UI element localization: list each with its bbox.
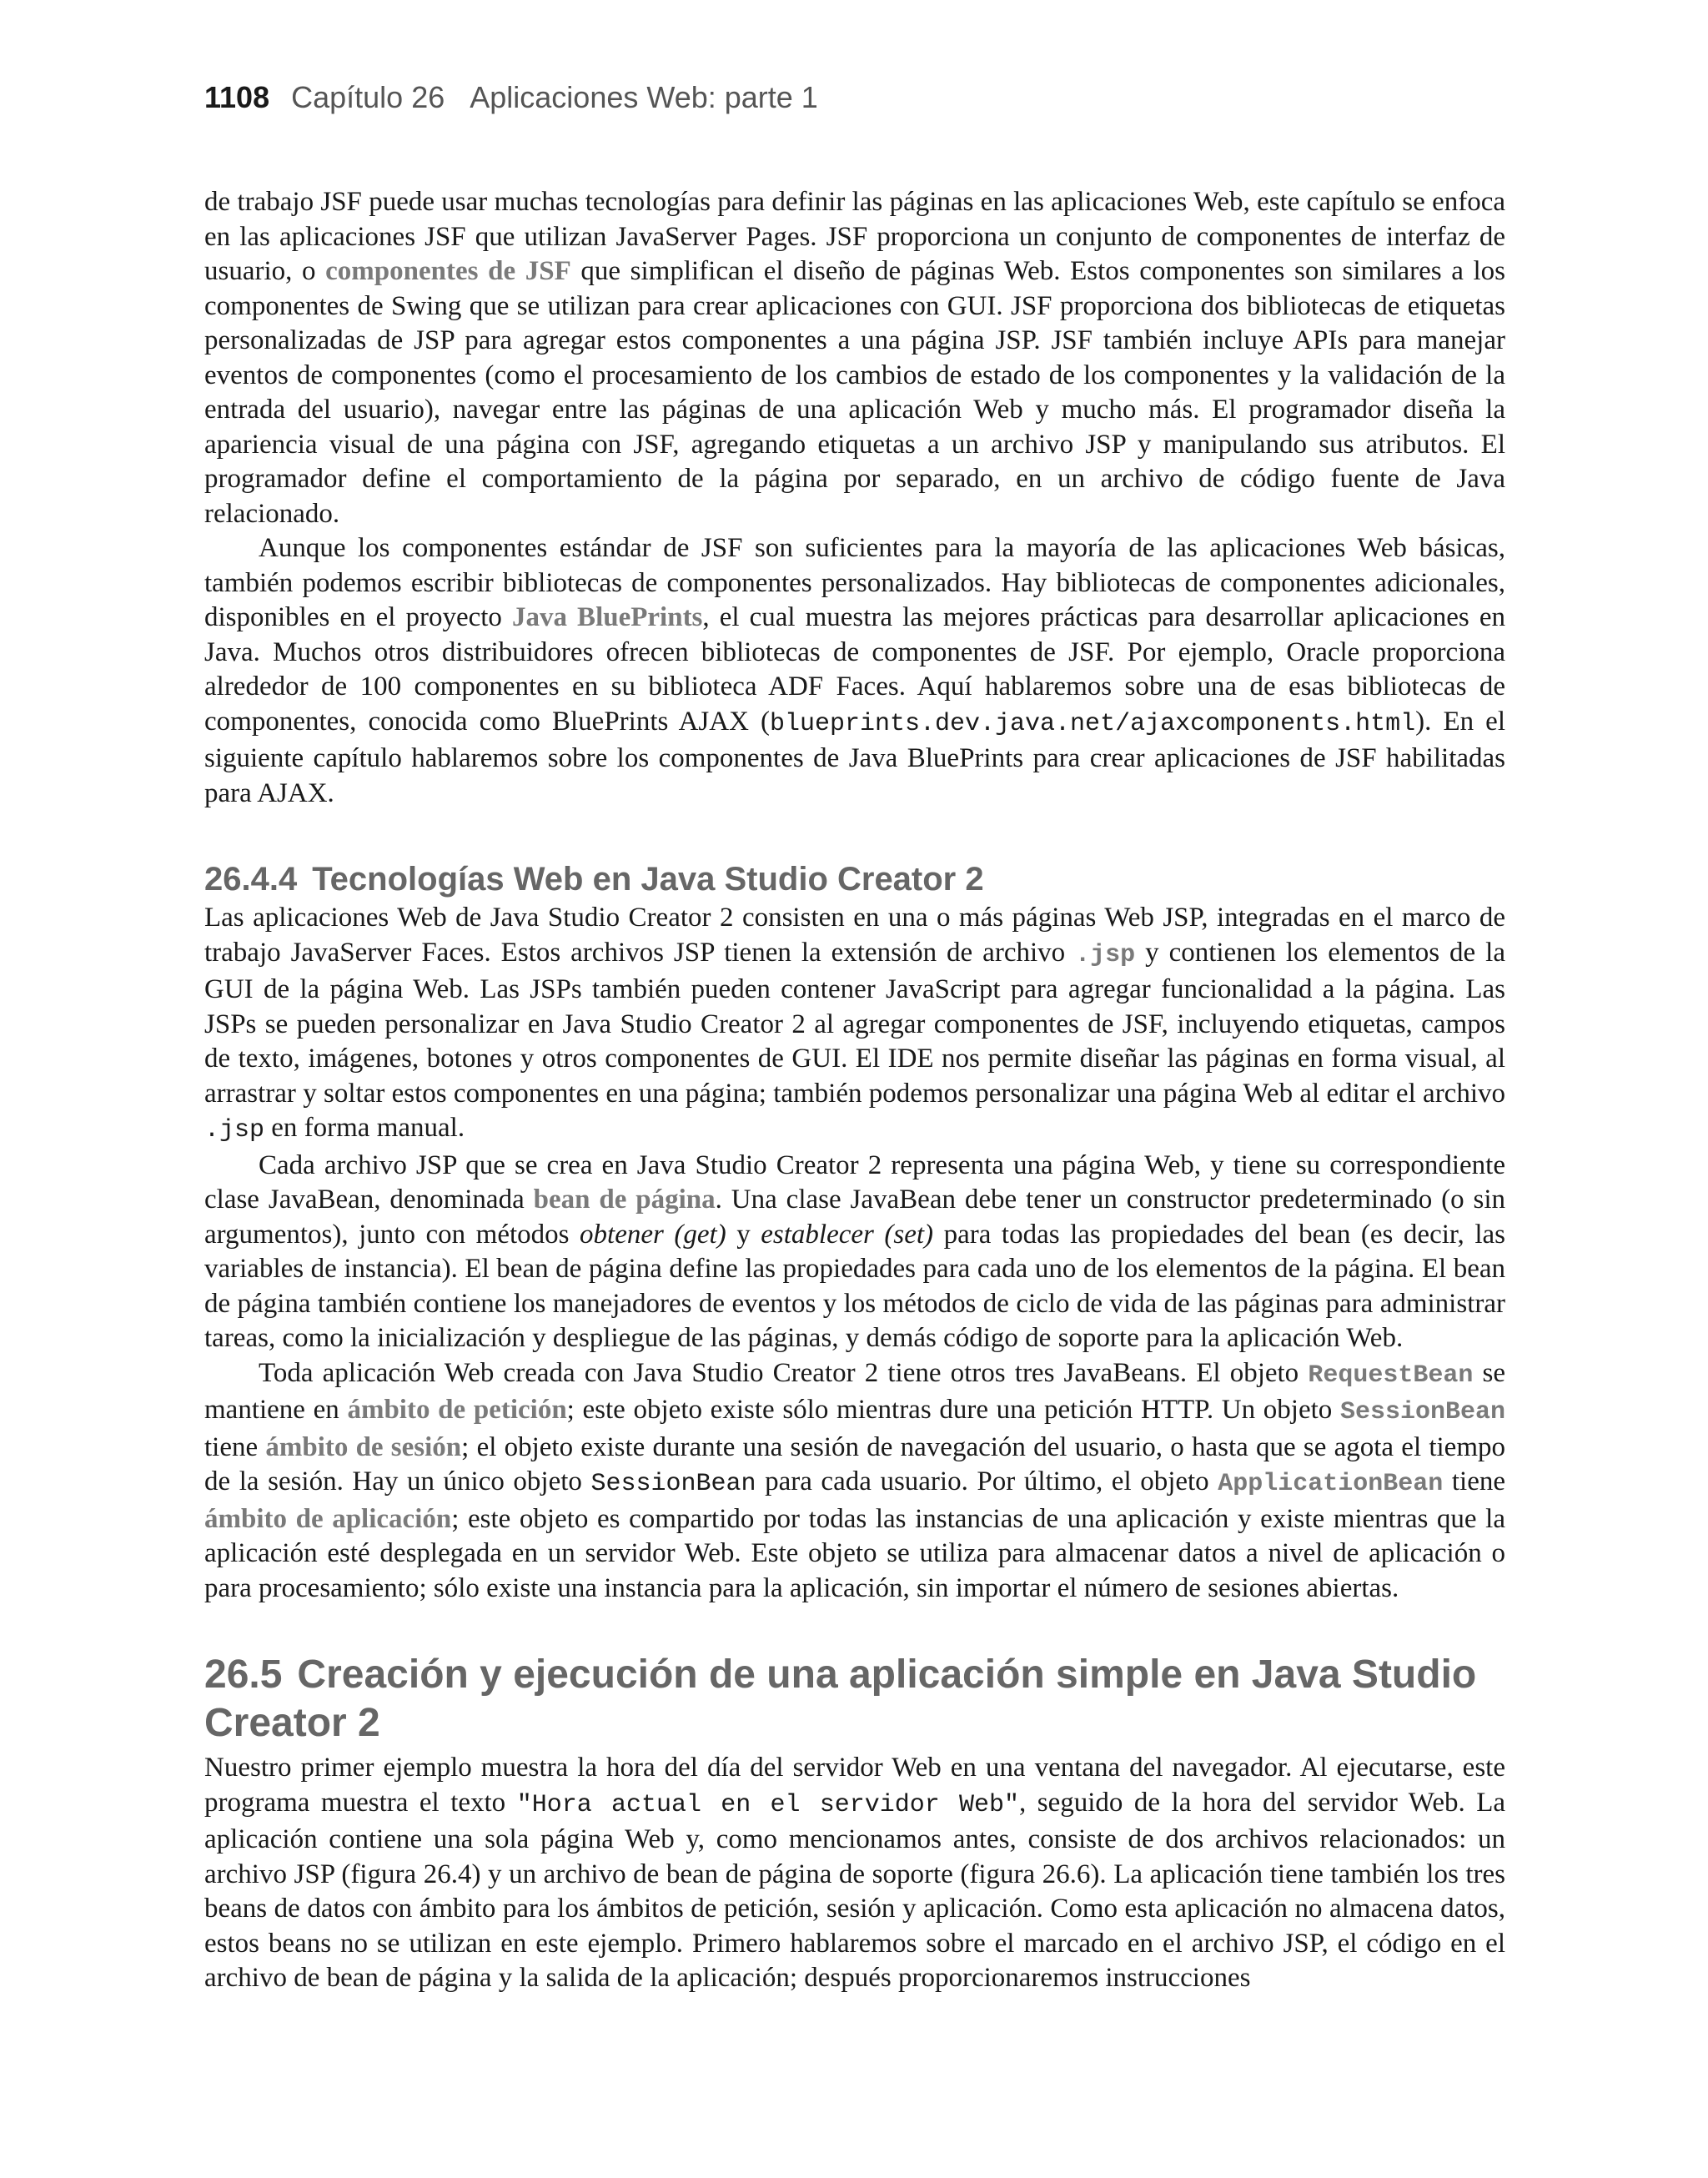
class-name-code: SessionBean [590,1470,756,1498]
class-name-code: RequestBean [1308,1361,1474,1390]
italic-term: obtener (get) [580,1219,726,1250]
paragraph: Aunque los componentes estándar de JSF son suficientes para la mayoría de las aplicaciones Web básicas, también podemos escribir bibliotecas de componentes personalizados. Hay bibliotecas de componentes adicionales, disponibles en el proyecto Java BluePrints, el cual muestra las mejores prácticas para desarrollar aplicaciones en Java. Muchos otros distribuidores ofrecen bibliotecas de componentes de JSF. Por ejemplo, Oracle proporciona alrededor de 100 componentes en su biblioteca ADF Faces. Aquí hablaremos sobre una de esas bibliotecas de componentes, conocida como BluePrints AJAX (blueprints.dev.java.net/ajaxcomponents.html). En el siguiente capítulo hablaremos sobre los componentes de Java BluePrints para crear aplicaciones de JSF habilitadas para AJAX. [204,533,1505,808]
key-term: ámbito de petición [347,1395,567,1425]
section-number: 26.4.4 [204,861,298,898]
section-heading [204,859,1505,899]
chapter-label: Capítulo 26 [291,80,445,114]
file-extension-code: .jsp [1075,940,1136,969]
section-title: Creación y ejecución de una aplicación simple en Java Studio Creator 2 [204,1652,1477,1745]
section-heading [204,1651,1505,1748]
paragraph: Cada archivo JSP que se crea en Java Studio Creator 2 representa una página Web, y tiene su correspondiente clase JavaBean, denominada bean de página. Una clase JavaBean debe tener un constructor predeterminado (o sin argumentos), junto con métodos obtener (get) y establecer (set) para todas las propiedades del bean (es decir, las variables de instancia). El bean de página define las propiedades para cada uno de los elementos de la página. El bean de página también contiene los manejadores de eventos y los métodos de ciclo de vida de las páginas para administrar tareas, como la inicialización y despliegue de las páginas, y demás código de soporte para la aplicación Web. [204,1149,1506,1353]
section-number: 26.5 [204,1652,283,1697]
body-text [204,185,1505,1996]
section-title: Tecnologías Web en Java Studio Creator 2 [312,861,984,898]
key-term: ámbito de aplicación [204,1503,452,1534]
paragraph: Toda aplicación Web creada con Java Studio Creator 2 tiene otros tres JavaBeans. El objeto RequestBean se mantiene en ámbito de petición; este objeto existe sólo mientras dure una petición HTTP. Un objeto SessionBean tiene ámbito de sesión; el objeto existe durante una sesión de navegación del usuario, o hasta que se agota el tiempo de la sesión. Hay un único objeto SessionBean para cada usuario. Por último, el objeto ApplicationBean tiene ámbito de aplicación; este objeto es compartido por todas las instancias de una aplicación y existe mientras que la aplicación esté desplegada en un servidor Web. Este objeto se utiliza para almacenar datos a nivel de aplicación o para procesamiento; sólo existe una instancia para la aplicación, sin importar el número de sesiones abiertas. [204,1357,1506,1603]
key-term: Java BluePrints [512,602,703,632]
page-number: 1108 [204,80,270,114]
paragraph: Nuestro primer ejemplo muestra la hora del día del servidor Web en una ventana del navegador. Al ejecutarse, este programa muestra el texto "Hora actual en el servidor Web", seguido de la hora del servidor Web. La aplicación contiene una sola página Web y, como mencionamos antes, consiste de dos archivos relacionados: un archivo JSP (figura 26.4) y un archivo de bean de página de soporte (figura 26.6). La aplicación tiene también los tres beans de datos con ámbito para los ámbitos de petición, sesión y aplicación. Como esta aplicación no almacena datos, estos beans no se utilizan en este ejemplo. Primero hablaremos sobre el marcado en el archivo JSP, el código en el archivo de bean de página y la salida de la aplicación; después proporcionaremos instrucciones [204,1753,1506,1993]
file-extension-code: .jsp [204,1116,265,1144]
italic-term: establecer (set) [761,1219,934,1250]
key-term: componentes de JSF [325,256,571,286]
class-name-code: ApplicationBean [1218,1470,1444,1498]
running-head [204,80,818,115]
key-term: ámbito de sesión [265,1431,462,1462]
chapter-title: Aplicaciones Web: parte 1 [470,80,818,114]
quoted-string-code: "Hora actual en el servidor Web" [516,1790,1019,1819]
paragraph: de trabajo JSF puede usar muchas tecnologías para definir las páginas en las aplicaciones Web, este capítulo se enfoca en las aplicaciones JSF que utilizan JavaServer Pages. JSF proporciona un conjunto de componentes de interfaz de usuario, o componentes de JSF que simplifican el diseño de páginas Web. Estos componentes son similares a los componentes de Swing que se utilizan para crear aplicaciones con GUI. JSF proporciona dos bibliotecas de etiquetas personalizadas de JSP para agregar estos componentes a una página JSP. JSF también incluye APIs para manejar eventos de componentes (como el procesamiento de los cambios de estado de los componentes y la validación de la entrada del usuario), navegar entre las páginas de una aplicación Web y mucho más. El programador diseña la apariencia visual de una página con JSF, agregando etiquetas a un archivo JSP y manipulando sus atributos. El programador define el comportamiento de la página por separado, en un archivo de código fuente de Java relacionado. [204,187,1505,529]
url-code: blueprints.dev.java.net/ajaxcomponents.html [770,709,1416,738]
key-term: bean de página [533,1185,716,1215]
class-name-code: SessionBean [1339,1398,1506,1426]
paragraph: Las aplicaciones Web de Java Studio Creator 2 consisten en una o más páginas Web JSP, integradas en el marco de trabajo JavaServer Faces. Estos archivos JSP tienen la extensión de archivo .jsp y contienen los elementos de la GUI de la página Web. Las JSPs también pueden contener JavaScript para agregar funcionalidad a la página. Las JSPs se pueden personalizar en Java Studio Creator 2 al agregar componentes de JSF, incluyendo etiquetas, campos de texto, imágenes, botones y otros componentes de GUI. El IDE nos permite diseñar las páginas en forma visual, al arrastrar y soltar estos componentes en una página; también podemos personalizar una página Web al editar el archivo .jsp en forma manual. [204,903,1505,1144]
